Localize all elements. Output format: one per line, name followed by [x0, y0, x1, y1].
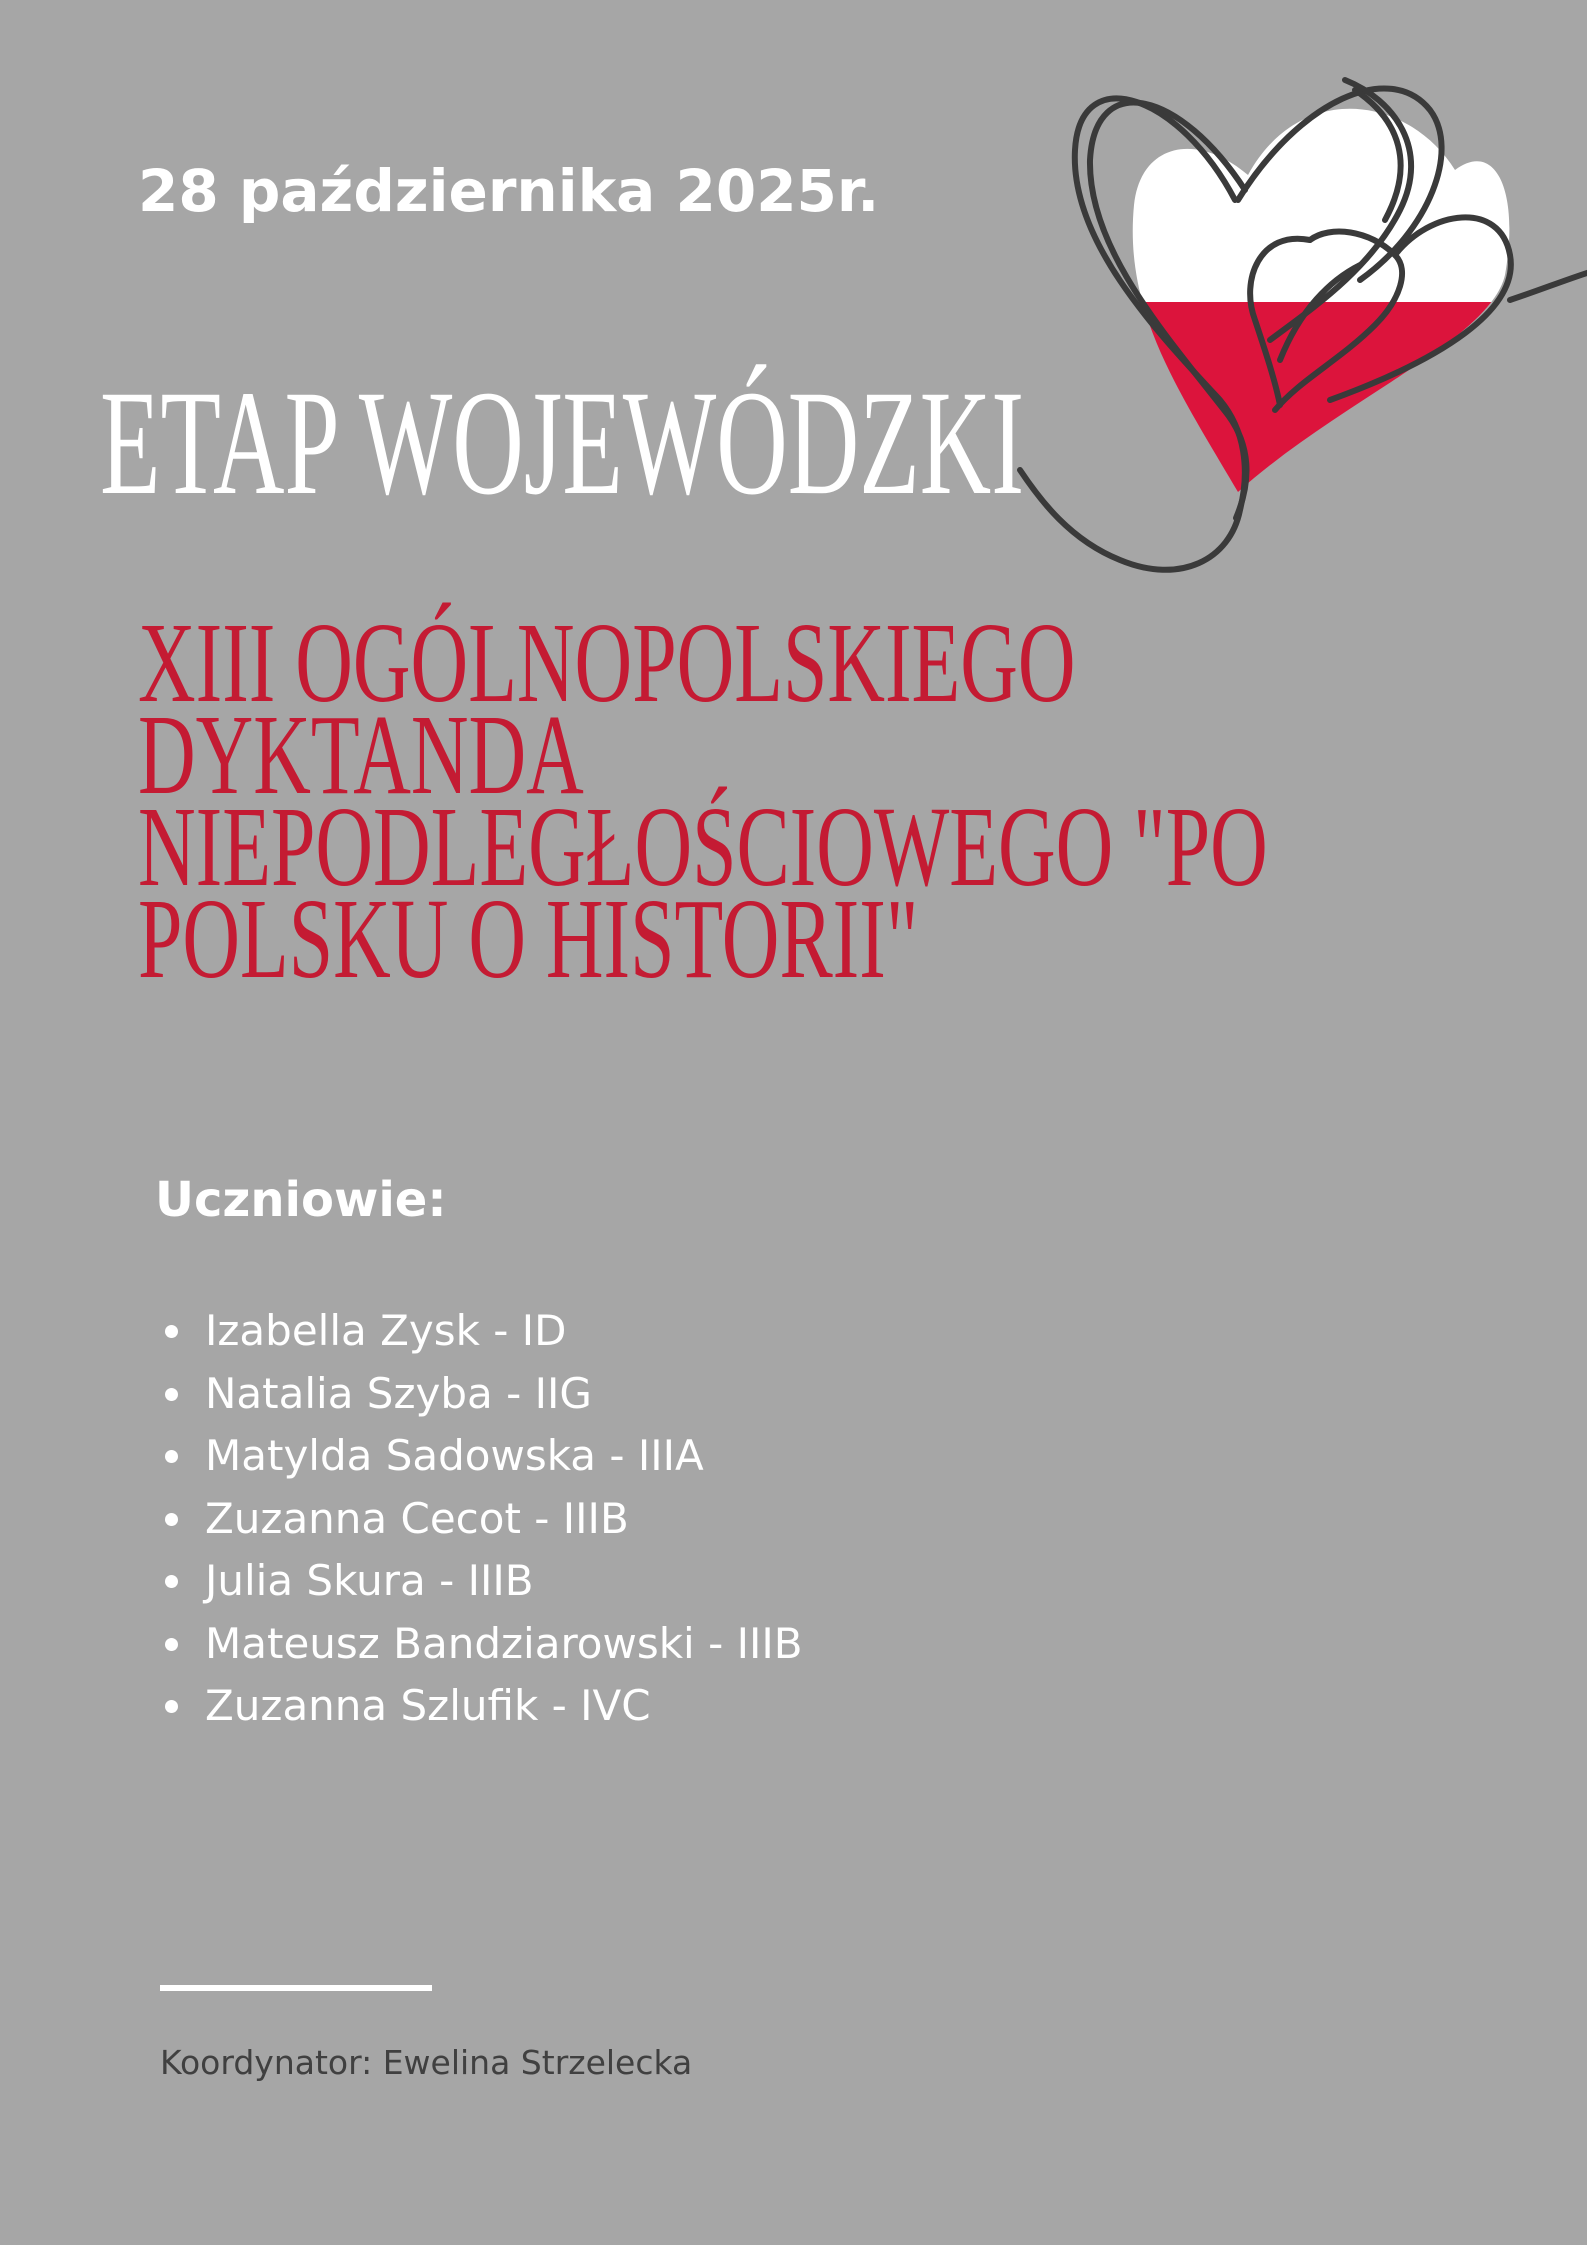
bullet-icon [165, 1575, 178, 1588]
bullet-icon [165, 1450, 178, 1463]
student-item [160, 1613, 803, 1676]
student-name: Matylda Sadowska - IIIA [205, 1431, 704, 1480]
event-date: 28 października 2025r. [138, 157, 880, 225]
student-name: Zuzanna Szlufik - IVC [205, 1681, 651, 1730]
divider [160, 1985, 432, 1991]
contest-title-line: DYKTANDA [138, 691, 584, 818]
contest-title-line: XIII OGÓLNOPOLSKIEGO [138, 599, 1076, 726]
student-name: Zuzanna Cecot - IIIB [205, 1493, 629, 1543]
contest-title-line: NIEPODLEGŁOŚCIOWEGO "PO [138, 783, 1268, 910]
students-heading: Uczniowie: [155, 1172, 447, 1228]
bullet-icon [165, 1325, 178, 1338]
student-item [160, 1300, 803, 1363]
student-item [160, 1425, 803, 1488]
bullet-icon [165, 1700, 178, 1713]
bullet-icon [165, 1388, 178, 1401]
student-name: Natalia Szyba - IIG [205, 1368, 592, 1418]
student-item [160, 1488, 803, 1551]
contest-title-line: POLSKU O HISTORII" [138, 875, 919, 1002]
bullet-icon [165, 1638, 178, 1651]
student-item [160, 1675, 803, 1738]
coordinator-credit: Koordynator: Ewelina Strzelecka [160, 2043, 693, 2082]
heart-polish-flag-icon [1000, 40, 1587, 620]
bullet-icon [165, 1513, 178, 1526]
student-name: Izabella Zysk - ID [205, 1306, 567, 1355]
contest-title [138, 599, 1268, 1002]
student-name: Julia Skura - IIIB [205, 1556, 534, 1605]
student-item [160, 1363, 803, 1426]
student-item [160, 1550, 803, 1613]
stage-title: ETAP WOJEWÓDZKI [100, 360, 1025, 526]
students-list [160, 1300, 803, 1738]
student-name: Mateusz Bandziarowski - IIIB [205, 1618, 803, 1668]
